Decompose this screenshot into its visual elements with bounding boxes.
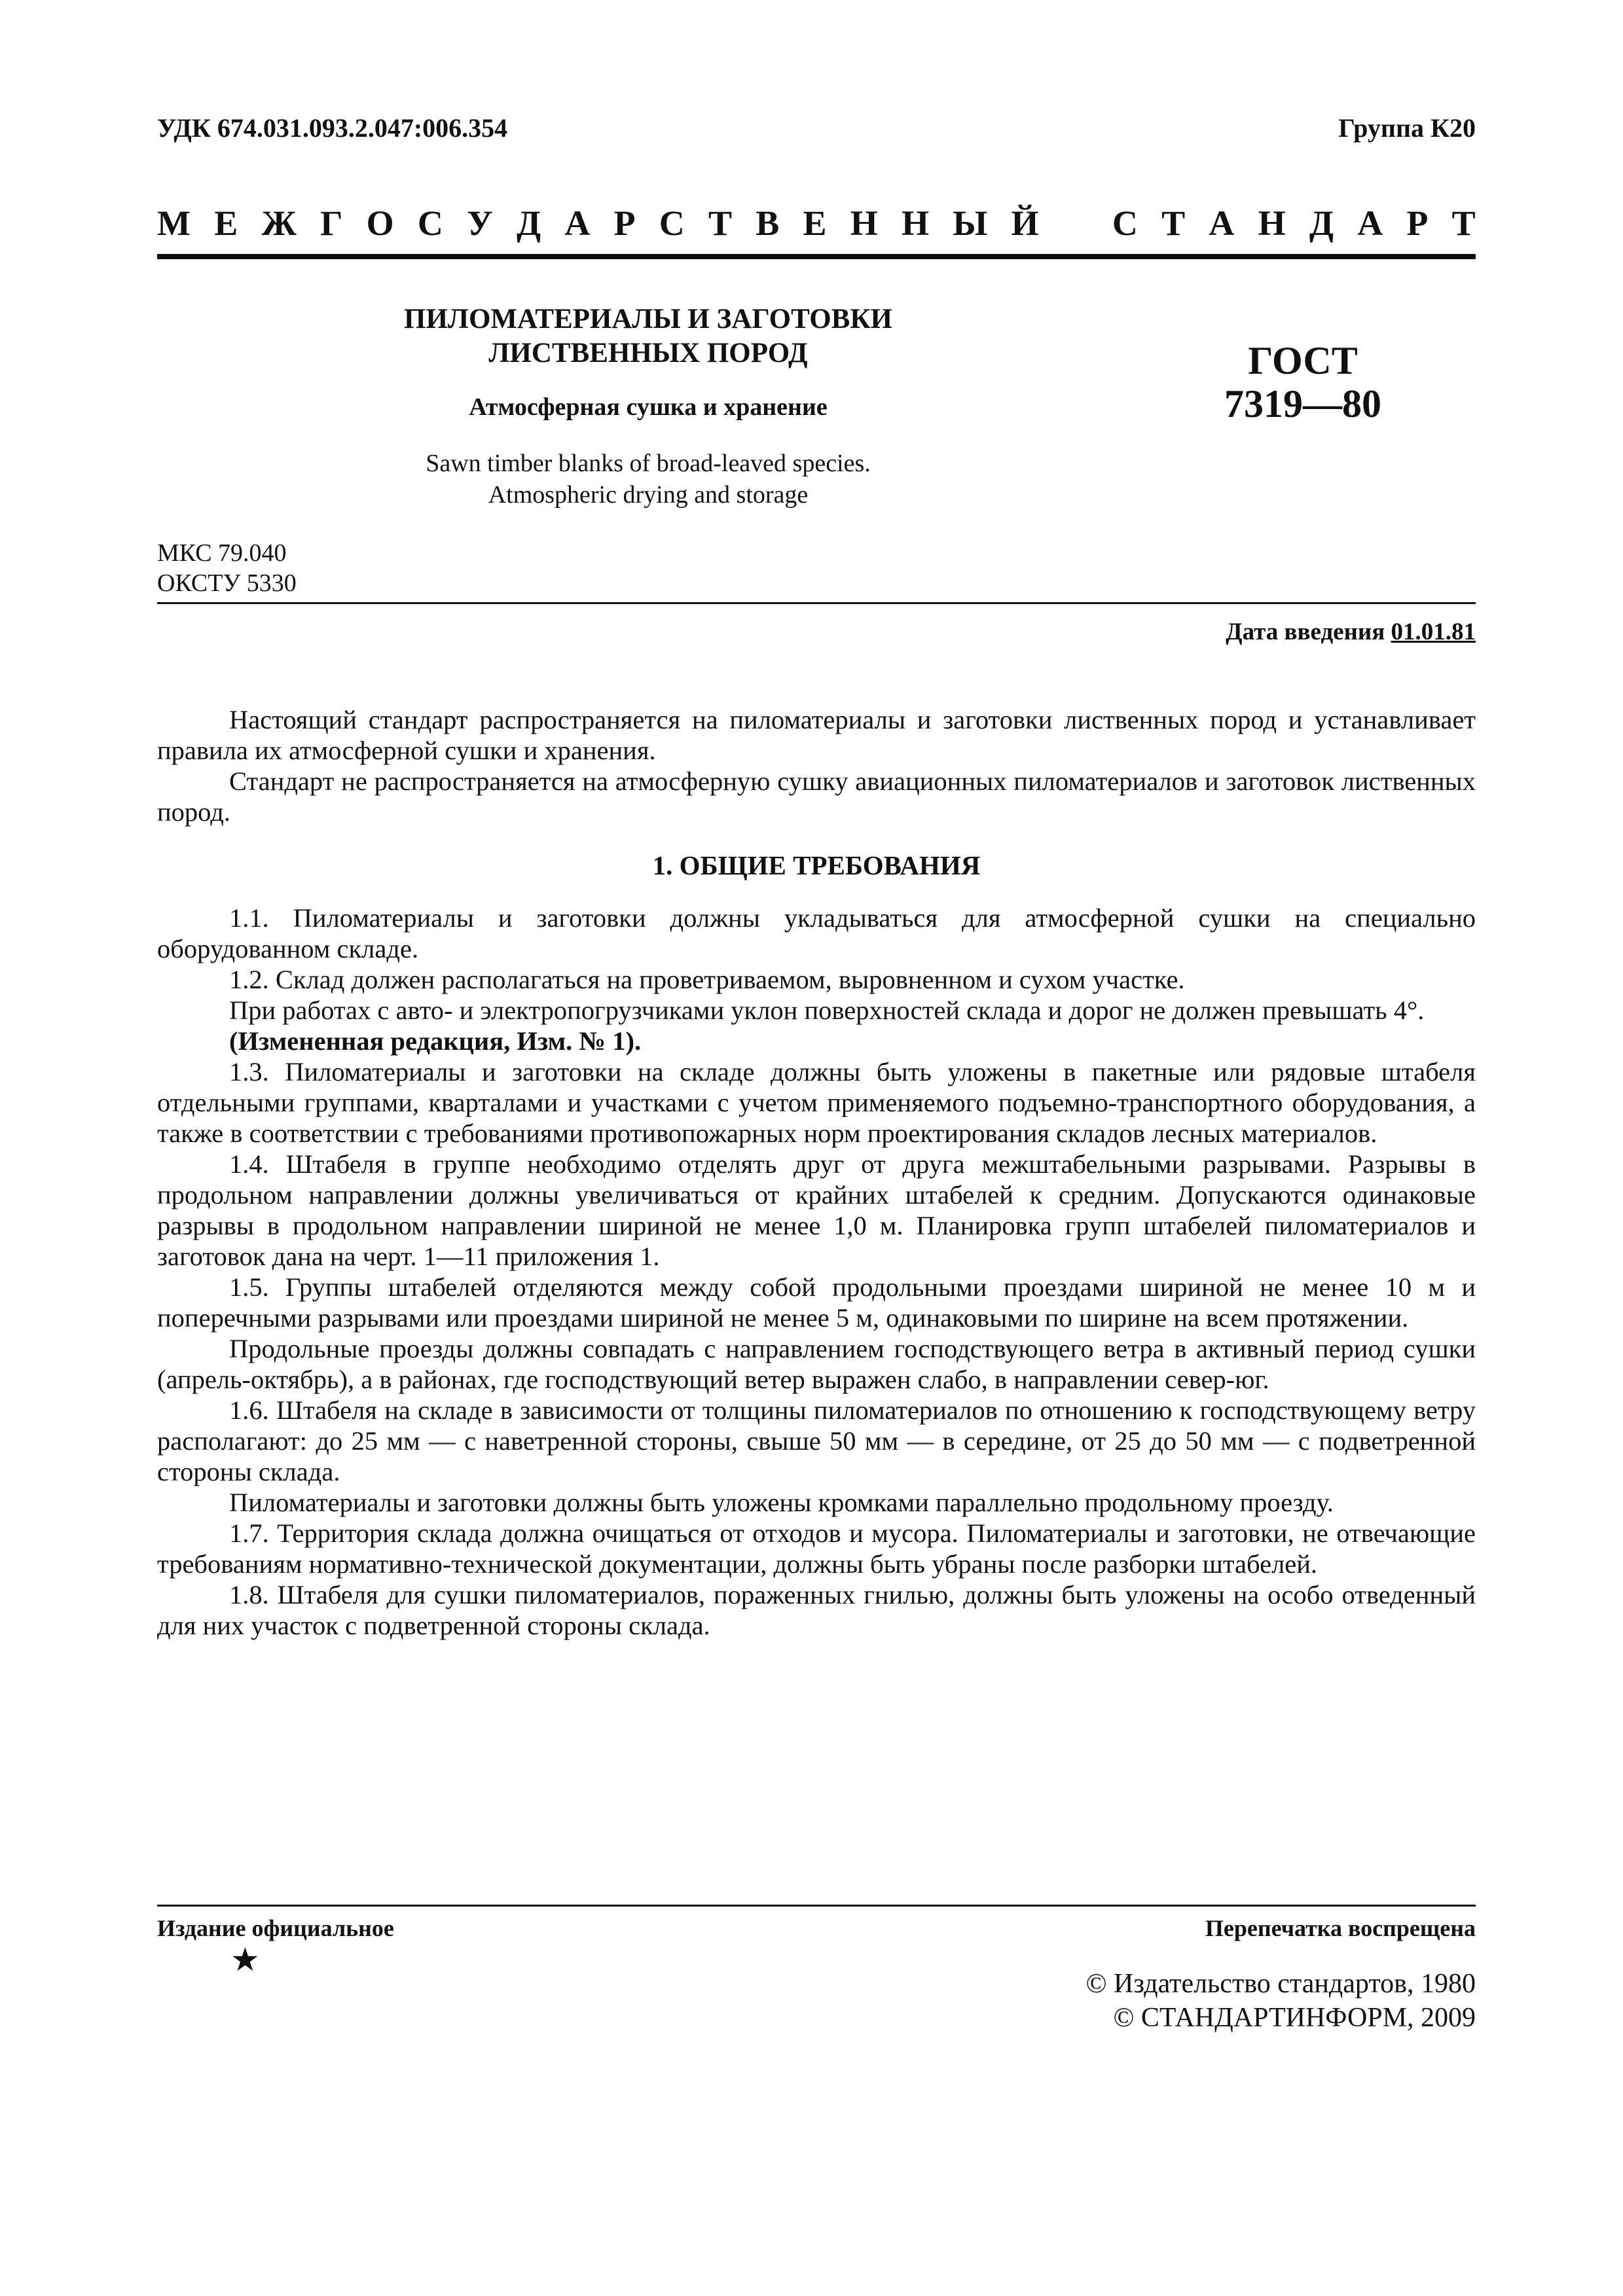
letter: А (1209, 204, 1235, 243)
letter: Р (1406, 204, 1429, 243)
letter: Н (1258, 204, 1286, 243)
udk-code: УДК 674.031.093.2.047:006.354 (157, 113, 508, 143)
mks-code: МКС 79.040 (157, 539, 287, 567)
paragraph: Продольные проезды должны совпадать с направлением господствующего ветра в активный период сушки (апрель-октябрь), а в районах, где господствующий ветер выражен слабо, в направлении север-юг. (157, 1334, 1476, 1394)
gost-label: ГОСТ (1248, 339, 1358, 382)
gost-code: 7319—80 (1224, 382, 1381, 425)
letter: Ы (953, 204, 988, 243)
title-english-line-2: Atmospheric drying and storage (488, 481, 809, 509)
letter: Р (613, 204, 636, 243)
letter: О (366, 204, 394, 243)
copyright-block (1086, 1967, 1476, 2035)
letter: С (659, 204, 685, 243)
title-subtitle: Атмосферная сушка и хранение (469, 393, 828, 421)
letter: М (157, 204, 191, 243)
document-body (157, 704, 1476, 1641)
letter: У (467, 204, 493, 243)
introduction-date-value: 01.01.81 (1391, 619, 1476, 645)
copyright-line-1: © Издательство стандартов, 1980 (1085, 1969, 1476, 1999)
amendment-note: (Измененная редакция, Изм. № 1). (229, 1026, 642, 1056)
gost-number (1205, 339, 1401, 425)
letter: Т (1161, 204, 1186, 243)
letter: Г (320, 204, 343, 243)
paragraph: 1.6. Штабеля на складе в зависимости от толщины пиломатериалов по отношению к господствующему ветру располагают: до 25 мм — с наветренной стороны, свыше 50 мм — в середине, от 25 до 50 мм — с подветренной стороны склада. (157, 1395, 1476, 1486)
letter: Т (708, 204, 733, 243)
letter: Д (516, 204, 541, 243)
paragraph: 1.5. Группы штабелей отделяются между собой продольными проездами шириной не менее 10 м и поперечными разрывами или проездами шириной не менее 5 м, одинаковыми по ширине на всем протяжении. (157, 1272, 1476, 1333)
reprint-prohibited-label: Перепечатка воспрещена (1205, 1915, 1476, 1941)
paragraph: 1.1. Пиломатериалы и заготовки должны укладываться для атмосферной сушки на специально оборудованном складе. (157, 903, 1476, 963)
paragraph: При работах с авто- и электропогрузчиками уклон поверхностей склада и дорог не должен превышать 4°. (229, 996, 1425, 1025)
introduction-date (1226, 618, 1476, 646)
paragraph: 1.7. Территория склада должна очищаться от отходов и мусора. Пиломатериалы и заготовки, не отвечающие требованиям нормативно-технической документации, должны быть убраны после разборки штабелей. (157, 1518, 1476, 1579)
star-icon: ★ (230, 1941, 260, 1978)
letter: Д (1309, 204, 1334, 243)
letter: А (564, 204, 591, 243)
title-line-1: ПИЛОМАТЕРИАЛЫ И ЗАГОТОВКИ (404, 304, 892, 334)
classification-codes (157, 538, 297, 598)
letter: Т (1451, 204, 1476, 243)
paragraph: Стандарт не распространяется на атмосферную сушку авиационных пиломатериалов и заготовок лиственных пород. (157, 766, 1476, 827)
copyright-line-2: © СТАНДАРТИНФОРМ, 2009 (1113, 2003, 1476, 2033)
letter: Н (850, 204, 878, 243)
introduction-date-label: Дата введения (1226, 619, 1385, 645)
paragraph: Пиломатериалы и заготовки должны быть уложены кромками параллельно продольному проезду. (229, 1488, 1334, 1517)
letter: С (1112, 204, 1138, 243)
paragraph: 1.4. Штабеля в группе необходимо отделять друг от друга межштабельными разрывами. Разрывы в продольном направлении должны увеличиваться от крайних штабелей к средним. Допускаются одинаковые разрывы в продольном направлении шириной не менее 1,0 м. Планировка групп штабелей пиломатериалов и заготовок дана на черт. 1—11 приложения 1. (157, 1149, 1476, 1271)
letter: С (417, 204, 443, 243)
divider (157, 602, 1476, 604)
letter: В (756, 204, 780, 243)
letter: Е (803, 204, 827, 243)
document-title (340, 302, 956, 511)
letter: Н (901, 204, 929, 243)
letter: Е (214, 204, 238, 243)
paragraph: 1.3. Пиломатериалы и заготовки на складе должны быть уложены в пакетные или рядовые штабеля отдельными группами, кварталами и участками с учетом применяемого подъемно-транспортного оборудования, а также в соответствии с требованиями противопожарных норм проектирования складов лесных материалов. (157, 1057, 1476, 1148)
title-english (340, 448, 956, 511)
interstate-standard-heading (157, 203, 1476, 243)
title-line-2: ЛИСТВЕННЫХ ПОРОД (488, 338, 808, 368)
section-heading: 1. ОБЩИЕ ТРЕБОВАНИЯ (652, 850, 981, 880)
group-code: Группа К20 (1338, 113, 1476, 143)
heading-rule (157, 254, 1476, 259)
letter: Й (1011, 204, 1039, 243)
official-edition-label: Издание официальное (157, 1915, 394, 1941)
paragraph: 1.2. Склад должен располагаться на проветриваемом, выровненном и сухом участке. (229, 965, 1185, 994)
footer-divider (157, 1905, 1476, 1907)
paragraph: Настоящий стандарт распространяется на пиломатериалы и заготовки лиственных пород и устанавливает правила их атмосферной сушки и хранения. (157, 705, 1476, 765)
okstu-code: ОКСТУ 5330 (157, 569, 297, 597)
title-english-line-1: Sawn timber blanks of broad-leaved species. (426, 450, 871, 477)
paragraph: 1.8. Штабеля для сушки пиломатериалов, пораженных гнилью, должны быть уложены на особо отведенный для них участок с подветренной стороны склада. (157, 1580, 1476, 1640)
letter: А (1357, 204, 1383, 243)
letter: Ж (261, 204, 297, 243)
